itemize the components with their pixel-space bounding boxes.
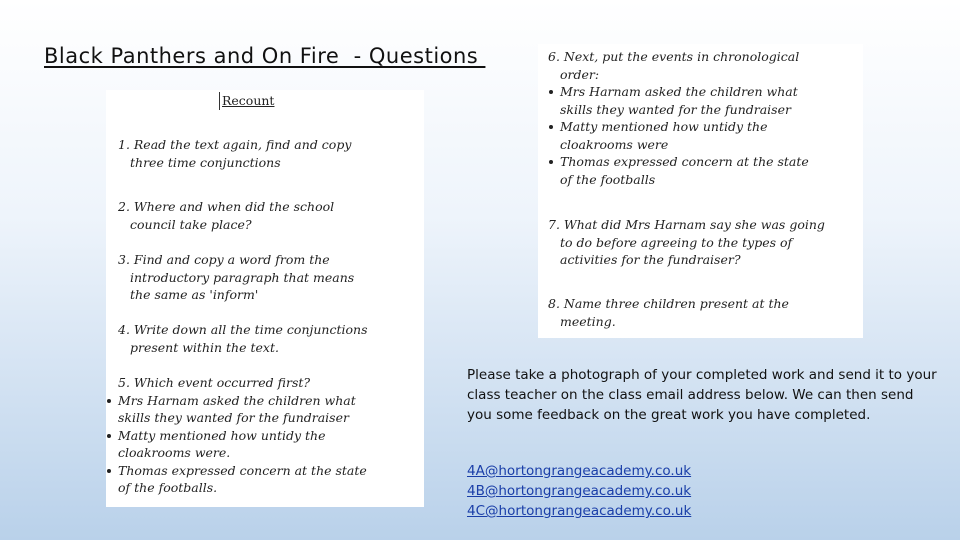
email-list (467, 461, 691, 521)
question-7-line: 7. What did Mrs Harnam say she was going (548, 217, 825, 232)
list-item-cont: cloakrooms were. (118, 445, 231, 460)
question-8 (548, 295, 789, 330)
list-item-cont: skills they wanted for the fundraiser (118, 410, 349, 425)
question-7-line: to do before agreeing to the types of (560, 234, 793, 250)
question-4-line: present within the text. (130, 339, 279, 355)
page-title: Black Panthers and On Fire - Questions (44, 44, 486, 68)
question-2 (118, 198, 334, 233)
question-1-line: three time conjunctions (130, 154, 281, 170)
question-2-line: council take place? (130, 216, 252, 232)
question-3-line: the same as 'inform' (130, 287, 259, 302)
question-8-line: 8. Name three children present at the (548, 296, 789, 311)
email-link-4c[interactable]: 4C@hortongrangeacademy.co.uk (467, 503, 692, 519)
list-item-cont: cloakrooms were (560, 136, 669, 152)
instructions-text: Please take a photograph of your completed work and send it to your class teacher on the class email address below. We can then send you some feedback on the great work you have completed. (467, 367, 937, 423)
question-1 (118, 136, 351, 171)
question-3-line: 3. Find and copy a word from the (118, 252, 330, 267)
question-7 (548, 216, 825, 269)
email-link-4b[interactable]: 4B@hortongrangeacademy.co.uk (467, 483, 692, 499)
list-item-cont: of the footballs (560, 171, 656, 187)
question-2-line: 2. Where and when did the school (118, 199, 335, 214)
worksheet-right (538, 44, 863, 338)
list-item: Matty mentioned how untidy the (106, 427, 367, 445)
list-item-cont: of the footballs. (118, 480, 218, 495)
question-5-line: 5. Which event occurred first? (118, 375, 311, 390)
question-6 (548, 48, 809, 188)
list-item: Matty mentioned how untidy the (548, 118, 809, 136)
question-7-line: activities for the fundraiser? (560, 252, 741, 267)
list-item: Thomas expressed concern at the state (106, 462, 367, 480)
question-4 (118, 321, 367, 356)
question-5 (106, 374, 367, 497)
question-1-line: 1. Read the text again, find and copy (118, 137, 352, 152)
list-item: Mrs Harnam asked the children what (548, 83, 809, 101)
worksheet-left (106, 90, 424, 507)
list-item: Mrs Harnam asked the children what (106, 392, 367, 410)
question-6-line: 6. Next, put the events in chronological (548, 49, 800, 64)
question-6-line: order: (560, 66, 600, 82)
worksheet-heading: Recount (219, 92, 274, 110)
question-3-line: introductory paragraph that means (130, 269, 355, 285)
list-item: Thomas expressed concern at the state (548, 153, 809, 171)
list-item-cont: skills they wanted for the fundraiser (560, 101, 791, 117)
question-4-line: 4. Write down all the time conjunctions (118, 322, 368, 337)
email-link-4a[interactable]: 4A@hortongrangeacademy.co.uk (467, 463, 692, 479)
question-8-line: meeting. (560, 313, 616, 329)
question-3 (118, 251, 354, 304)
